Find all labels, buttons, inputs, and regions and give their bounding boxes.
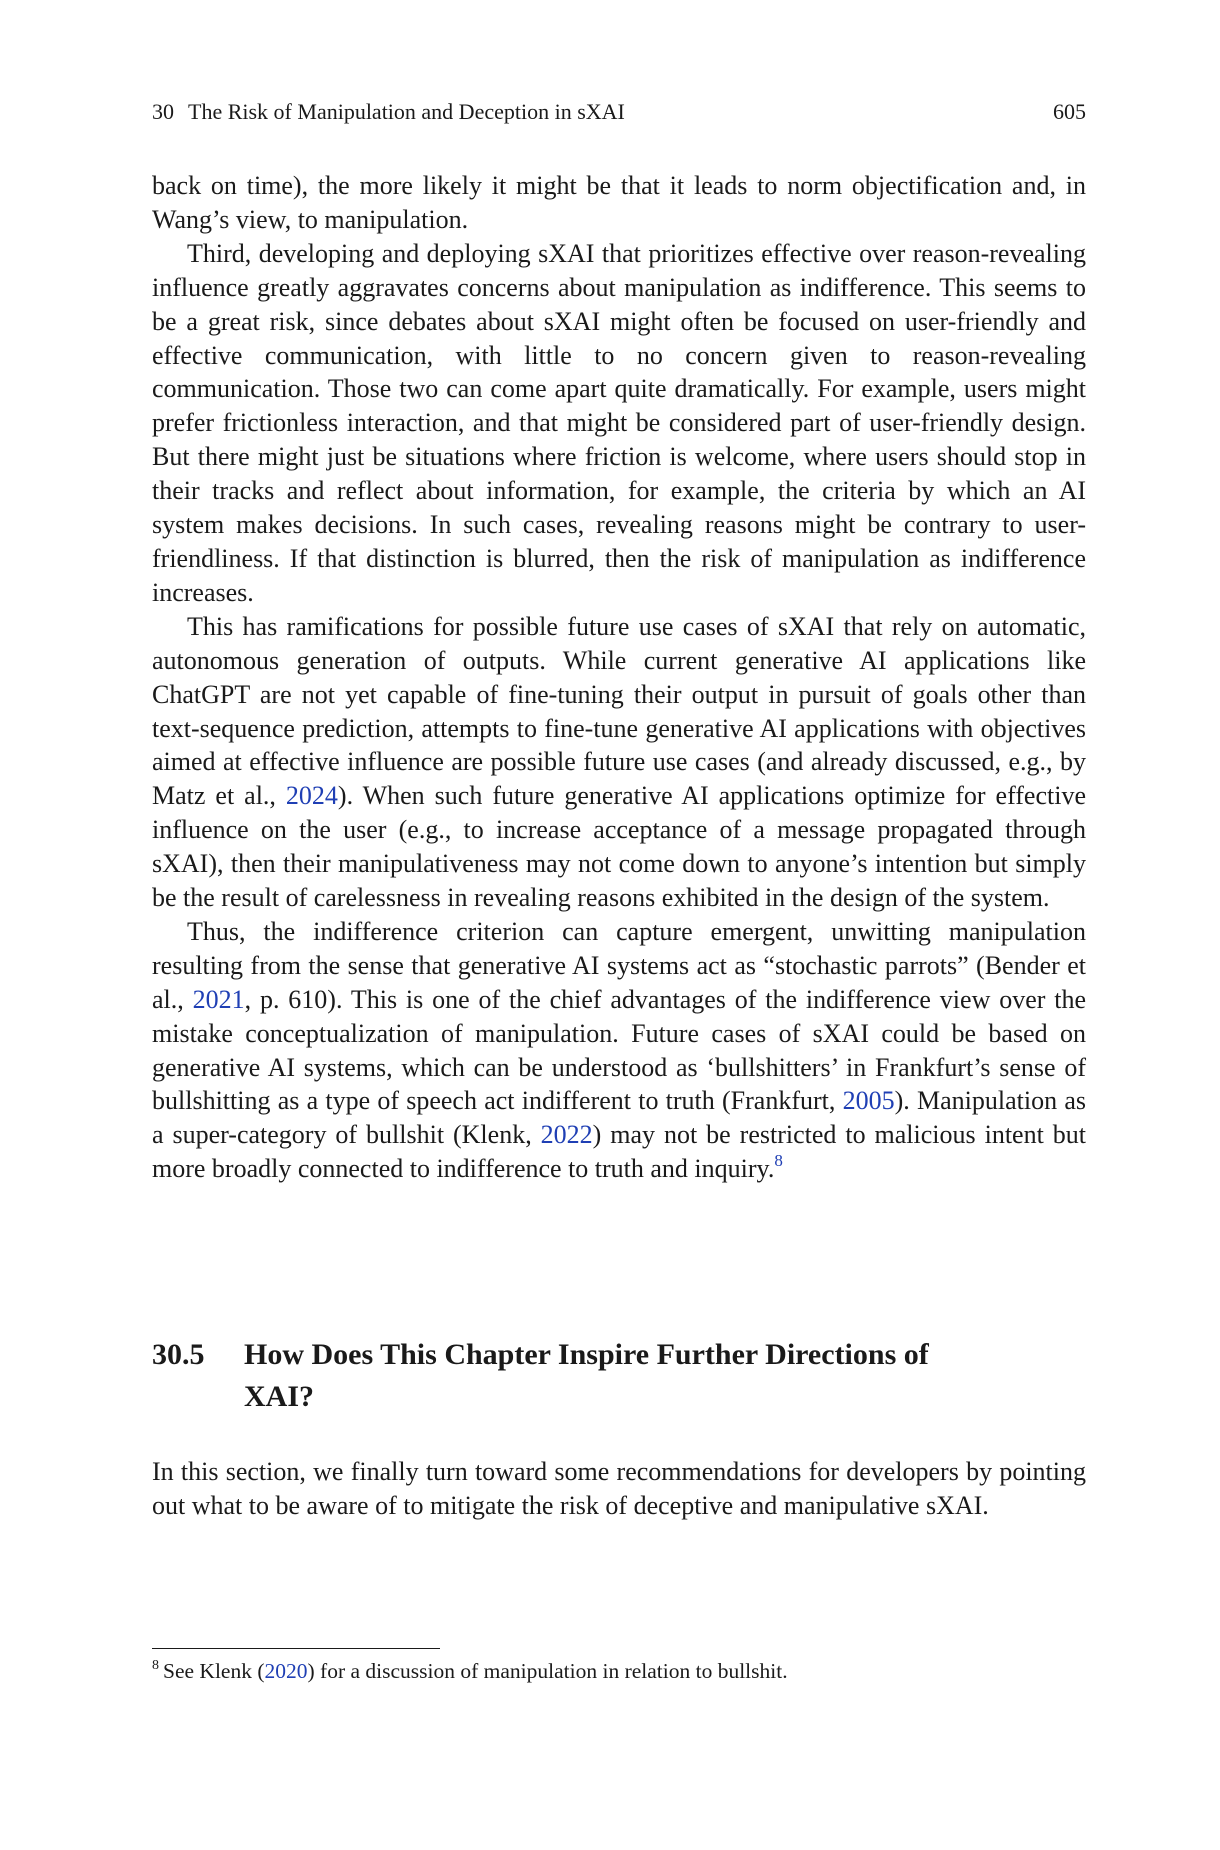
chapter-number: 30 [152,99,174,124]
footnote [152,1657,1086,1685]
paragraph-text: back on time), the more likely it might be that it leads to norm objectification and, in Wang’s view, to manipulation. [152,171,1086,234]
footnote-text: ) for a discussion of manipulation in relation to bullshit. [307,1659,788,1683]
running-head [152,98,1086,126]
page-number: 605 [1053,99,1086,124]
citation-link[interactable]: 2022 [540,1120,593,1150]
paragraph [152,915,1086,1186]
paragraph-text: , p. 610). This is one of the chief advantages of the indifference view over the mistake conceptualization of manipulation. Future cases of sXAI could be based on generative AI systems, which can be understood as ‘bullshitters’ in Frankfurt’s sense of bullshitting as a type of speech act indifferent to truth (Frankfurt, [152,984,1086,1116]
citation-link[interactable]: 2024 [285,781,338,811]
paragraph-text: ). Manipulation as a super-category of bullshit (Klenk, [152,1086,1086,1150]
paragraph [152,237,1086,610]
body-text [152,169,1086,1186]
footnote-divider [152,1648,440,1649]
footnote-reference-link[interactable]: 8 [774,1151,783,1171]
section-title: How Does This Chapter Inspire Further Directions of XAI? [244,1338,929,1413]
chapter-title: The Risk of Manipulation and Deception in sXAI [188,99,625,124]
paragraph-text: ). When such future generative AI applications optimize for effective influence on the user (e.g., to increase acceptance of a message propagated through sXAI), then their manipulativeness may not come down to anyone’s intention but simply be the result of carelessness in revealing reasons exhibited in the design of the system. [152,781,1086,913]
paragraph-text: ) may not be restricted to malicious intent but more broadly connected to indifference to truth and inquiry. [152,1120,1086,1184]
running-head-left [152,98,625,126]
footnote-text: See Klenk ( [163,1659,265,1683]
paragraph [152,610,1086,915]
citation-link[interactable]: 2005 [842,1086,895,1116]
section-number: 30.5 [152,1338,205,1371]
paragraph-text: In this section, we finally turn toward some recommendations for developers by pointing out what to be aware of to mitigate the risk of deceptive and manipulative sXAI. [152,1457,1086,1520]
citation-link[interactable]: 2021 [192,984,245,1014]
paragraph-text: This has ramifications for possible future use cases of sXAI that rely on automatic, autonomous generation of outputs. While current generative AI applications like ChatGPT are not yet capable of fine-tuning their output in pursuit of goals other than text-sequence prediction, attempts to fine-tune generative AI applications with objectives aimed at effective influence are possible future use cases (and already discussed, e.g., by Matz et al., [152,611,1086,811]
section-heading [152,1334,1086,1418]
citation-link[interactable]: 2020 [264,1659,308,1683]
paragraph [152,1455,1086,1523]
paragraph [152,169,1086,237]
paragraph-text: Third, developing and deploying sXAI that prioritizes effective over reason-revealing influence greatly aggravates concerns about manipulation as indifference. This seems to be a great risk, since debates about sXAI might often be focused on user-friendly and effective communication, with little to no concern given to reason-revealing communication. Those two can come apart quite dramatically. For example, users might prefer frictionless interaction, and that might be considered part of user-friendly design. But there might just be situations where friction is welcome, where users should stop in their tracks and reflect about information, for example, the criteria by which an AI system makes decisions. In such cases, revealing reasons might be contrary to user-friendliness. If that distinction is blurred, then the risk of manipulation as indifference increases. [152,238,1086,607]
section-body [152,1455,1086,1523]
paragraph-text: Thus, the indifference criterion can capture emergent, unwitting manipulation resulting from the sense that generative AI systems act as “stochastic parrots” (Bender et al., [152,916,1086,1014]
footnote-marker: 8 [152,1658,159,1673]
